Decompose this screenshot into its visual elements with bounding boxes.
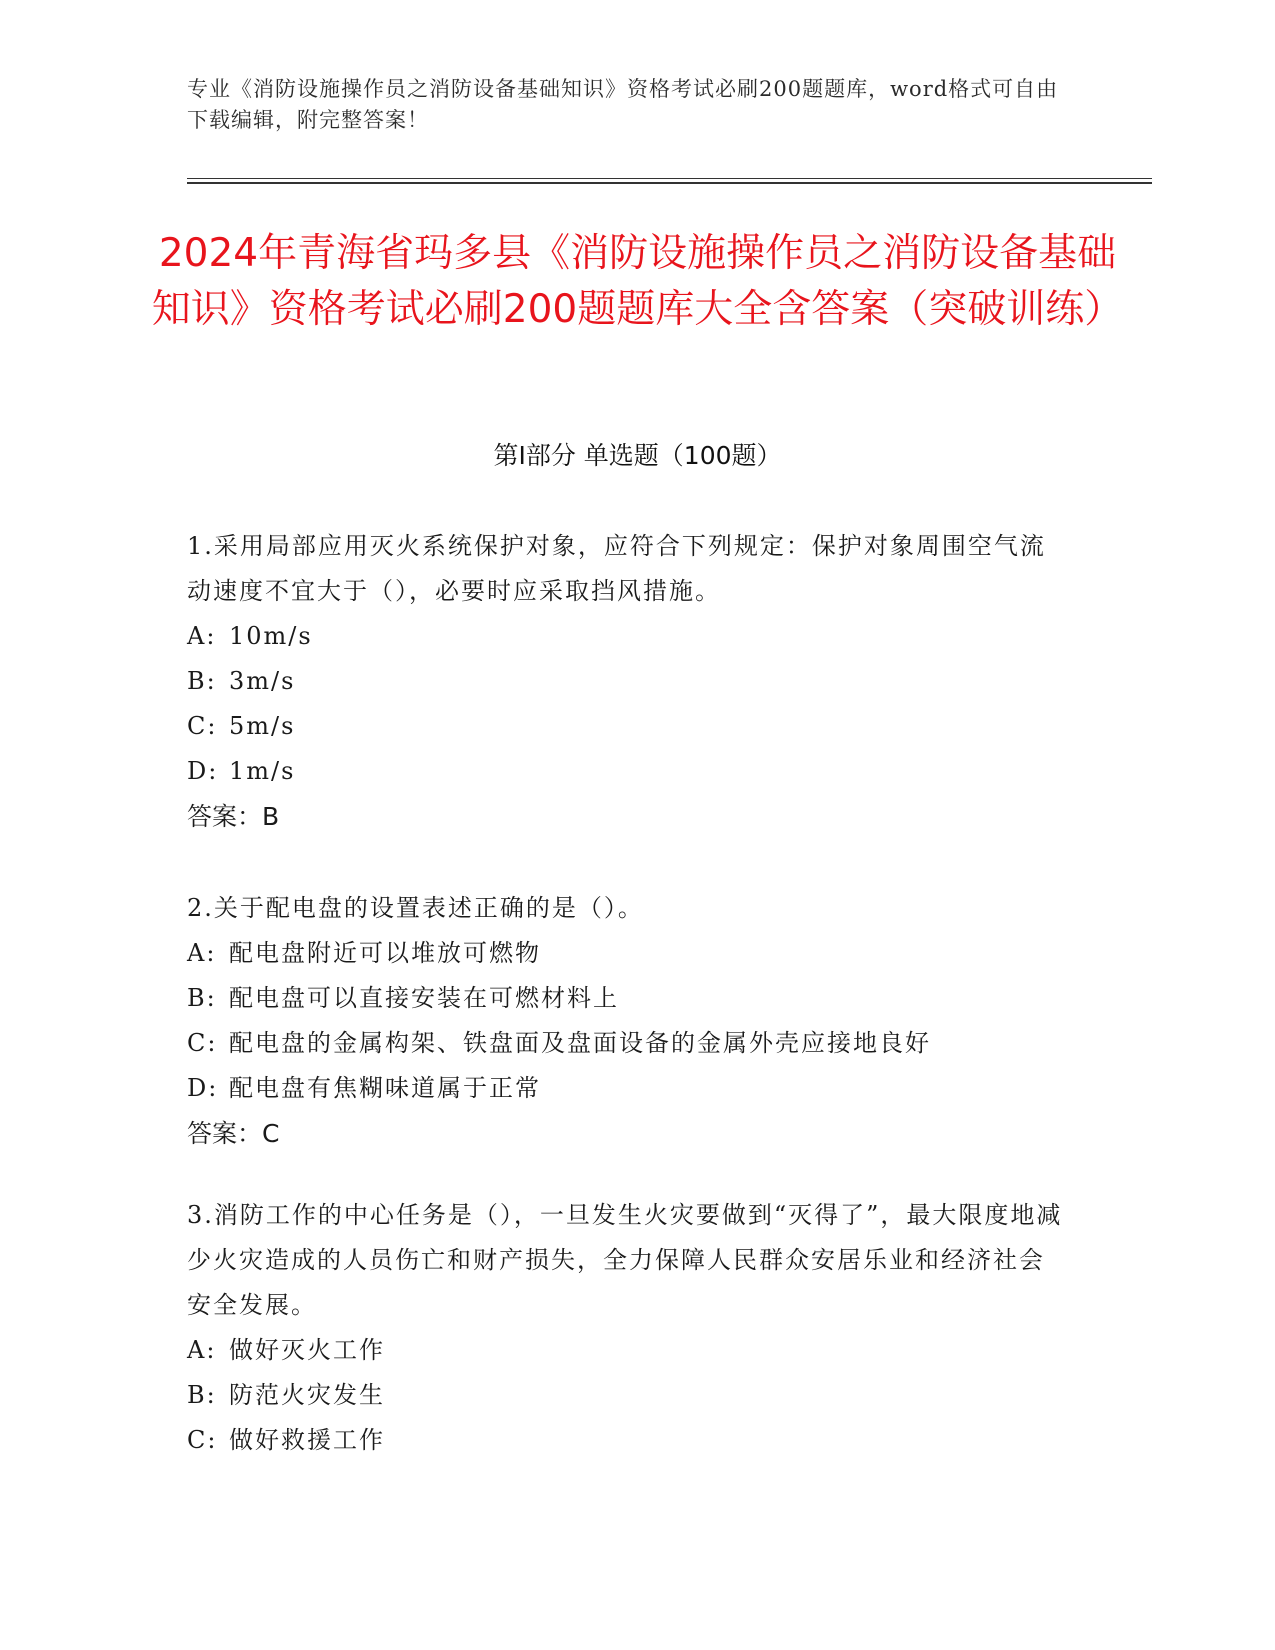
option-key: D:	[187, 757, 219, 785]
option-text: 5m/s	[229, 712, 296, 740]
option-text: 做好救援工作	[229, 1426, 385, 1454]
option-key: B:	[187, 984, 217, 1012]
option-text: 1m/s	[229, 757, 296, 785]
option-text: 配电盘附近可以堆放可燃物	[229, 939, 541, 967]
option-a	[187, 614, 1067, 659]
document-title: 2024年青海省玛多县《消防设施操作员之消防设备基础知识》资格考试必刷200题题库大全含答案（突破训练）	[151, 231, 1124, 332]
option-text: 3m/s	[229, 667, 296, 695]
option-text: 防范火灾发生	[229, 1381, 385, 1409]
option-key: D:	[187, 1074, 219, 1102]
option-key: A:	[187, 1336, 217, 1364]
option-c	[187, 1021, 1067, 1066]
option-a	[187, 1328, 1067, 1373]
option-key: C:	[187, 1426, 218, 1454]
header-divider-thin	[187, 178, 1152, 179]
answer-line: 答案：B	[187, 802, 280, 831]
header-divider-thick	[187, 182, 1152, 184]
question-item	[187, 886, 1067, 1156]
option-c	[187, 704, 1067, 749]
option-d	[187, 1066, 1067, 1111]
option-d	[187, 749, 1067, 794]
option-c	[187, 1418, 1067, 1463]
header-note: 专业《消防设施操作员之消防设备基础知识》资格考试必刷200题题库，word格式可自由下载编辑，附完整答案！	[187, 77, 1059, 132]
question-stem: 1.采用局部应用灭火系统保护对象，应符合下列规定：保护对象周围空气流动速度不宜大于（），必要时应采取挡风措施。	[187, 532, 1046, 605]
section-heading: 第Ⅰ部分 单选题（100题）	[493, 441, 782, 470]
question-stem: 3.消防工作的中心任务是（），一旦发生火灾要做到“灭得了”，最大限度地减少火灾造成的人员伤亡和财产损失，全力保障人民群众安居乐业和经济社会安全发展。	[187, 1201, 1063, 1319]
option-b	[187, 1373, 1067, 1418]
option-key: A:	[187, 939, 217, 967]
question-stem: 2.关于配电盘的设置表述正确的是（）。	[187, 894, 644, 922]
question-item	[187, 1193, 1067, 1463]
question-item	[187, 524, 1067, 839]
option-key: C:	[187, 1029, 218, 1057]
option-b	[187, 659, 1067, 704]
option-key: B:	[187, 1381, 217, 1409]
option-a	[187, 931, 1067, 976]
option-key: A:	[187, 622, 217, 650]
option-b	[187, 976, 1067, 1021]
answer-line: 答案：C	[187, 1119, 280, 1148]
option-text: 配电盘可以直接安装在可燃材料上	[229, 984, 619, 1012]
option-text: 10m/s	[229, 622, 313, 650]
option-text: 做好灭火工作	[229, 1336, 385, 1364]
option-key: B:	[187, 667, 217, 695]
option-text: 配电盘的金属构架、铁盘面及盘面设备的金属外壳应接地良好	[229, 1029, 931, 1057]
option-text: 配电盘有焦糊味道属于正常	[229, 1074, 541, 1102]
option-key: C:	[187, 712, 218, 740]
